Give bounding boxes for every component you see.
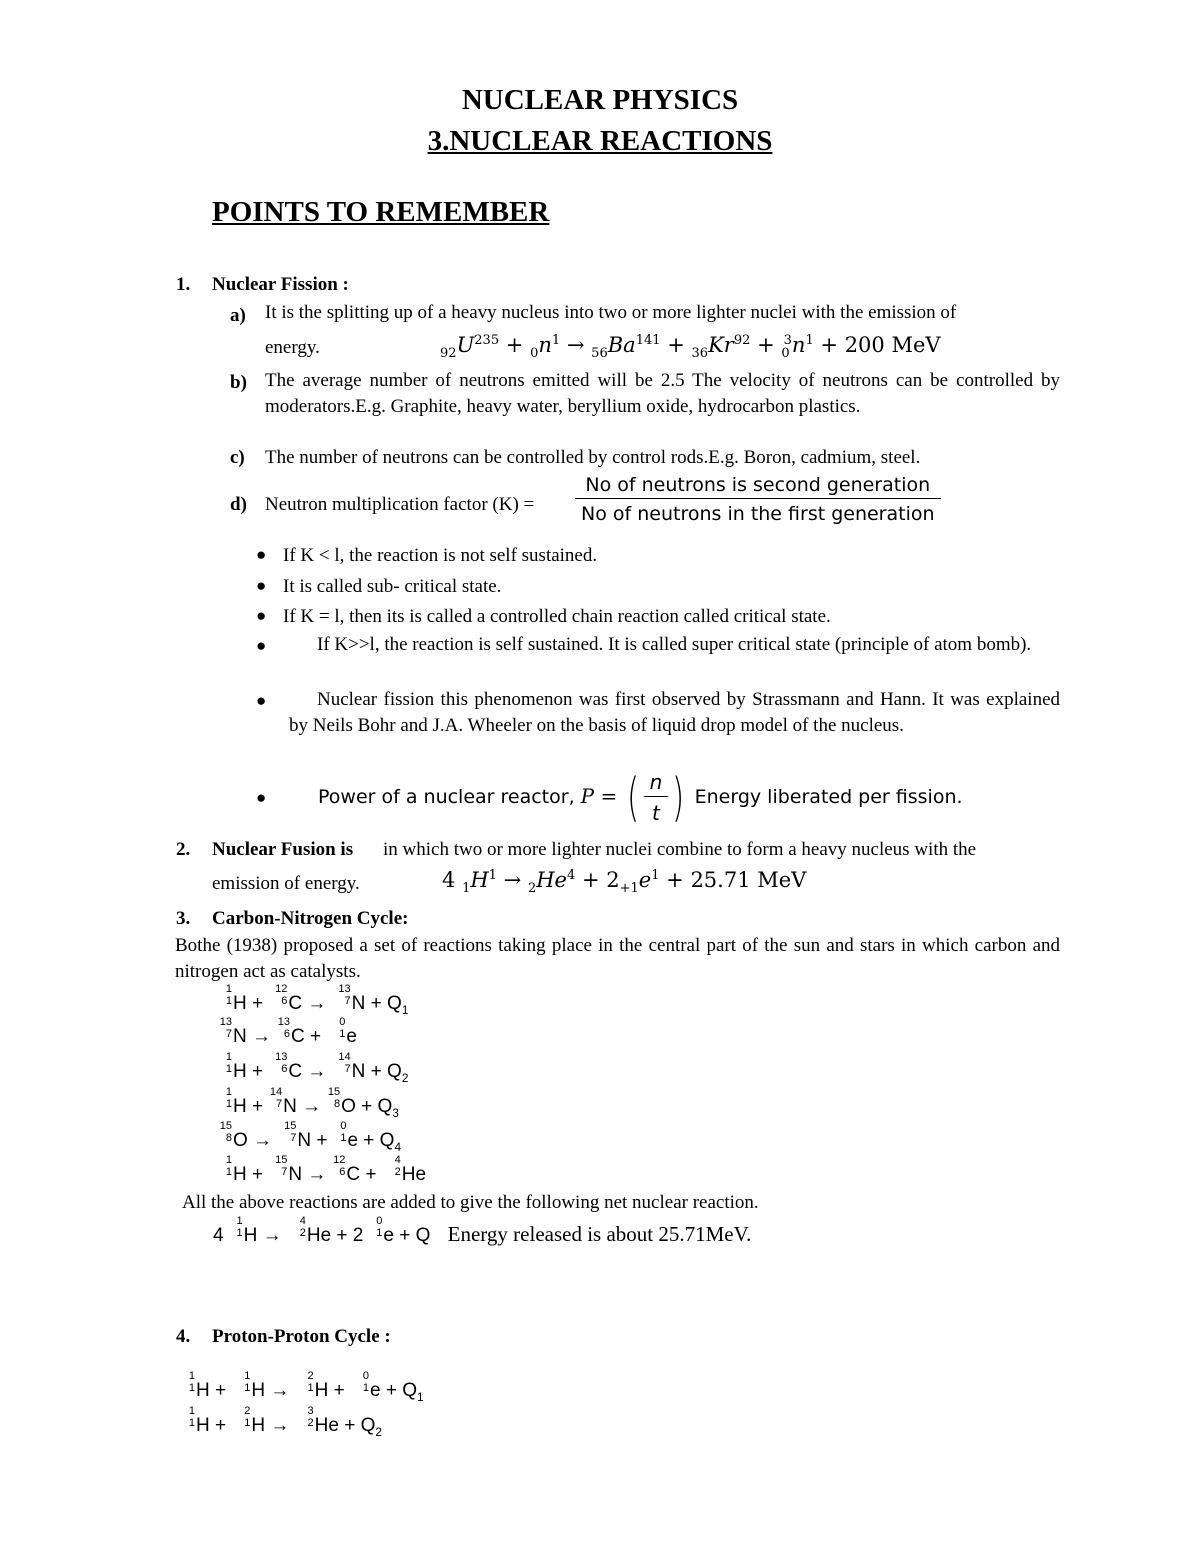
- fraction-numerator: No of neutrons is second generation: [575, 474, 941, 499]
- cno-heading: Carbon-Nitrogen Cycle:: [212, 908, 409, 929]
- cno-reaction: 1 1 H + 12 6 C → 13 7 $N + Q_1$: [225, 982, 409, 1017]
- fission-d-label: d): [230, 494, 247, 515]
- net-energy: Energy released is about 25.71MeV.: [447, 1222, 752, 1246]
- fission-b-label: b): [230, 372, 247, 393]
- bullet-icon: ●: [256, 788, 267, 807]
- bullet-item: If K>>l, the reaction is self sustained. It is called super critical state (principle of atom bomb).: [317, 634, 1032, 655]
- page-subtitle: 3.NUCLEAR REACTIONS: [427, 125, 773, 157]
- fission-equation: $_{92}U^{235} + _0n^1 \to _{56}Ba^{141} + _{36}Kr^{92} + _0^3n^1 + 200$ MeV: [440, 333, 941, 362]
- power-text: Power of a nuclear reactor,: [318, 786, 575, 808]
- power-denominator: t: [652, 801, 660, 825]
- bullet-icon: ●: [256, 606, 267, 625]
- cno-net-text: All the above reactions are added to give the following net nuclear reaction.: [182, 1192, 759, 1213]
- fraction-denominator: No of neutrons in the first generation: [581, 503, 935, 525]
- left-paren: (: [627, 767, 640, 828]
- bullet-item: Nuclear fission this phenomenon was first observed by Strassmann and Hann. It was explained by Neils Bohr and J.A. Wheeler on the basis of liquid drop model of the nucleus.: [289, 689, 1060, 736]
- bullet-icon: ●: [256, 636, 267, 655]
- page-title: NUCLEAR PHYSICS: [461, 84, 739, 116]
- bullet-item: If K = l, then its is called a controlled chain reaction called critical state.: [283, 606, 831, 627]
- bullet-icon: ●: [256, 576, 267, 595]
- pp-reaction: 1 1 H + 2 1 H → 3 2 $He + Q_2$: [188, 1404, 382, 1439]
- pp-reaction: 1 1 H + 1 1 H → 2 1 H + 0 1 $e + Q_1$: [188, 1369, 424, 1404]
- cno-reaction: 1 1 H + 14 7 N → 15 8 $O + Q_3$: [225, 1085, 399, 1120]
- fission-b-text: The average number of neutrons emitted will be 2.5 The velocity of neutrons can be controlled by moderators.E.g. Graphite, heavy water, beryllium oxide, hydrocarbon plastics.: [265, 370, 1060, 417]
- bullet-icon: ●: [256, 545, 267, 564]
- bullet-item: If K < l, the reaction is not self sustained.: [283, 545, 598, 566]
- fission-a-label: a): [230, 305, 246, 326]
- pp-number: 4.: [176, 1326, 191, 1347]
- fusion-text2: emission of energy.: [212, 873, 360, 894]
- fission-c-text: The number of neutrons can be controlled by control rods.E.g. Boron, cadmium, steel.: [265, 447, 921, 468]
- bullet-icon: ●: [256, 691, 267, 710]
- section-heading: POINTS TO REMEMBER: [212, 196, 550, 228]
- cno-text: Bothe (1938) proposed a set of reactions taking place in the central part of the sun and stars in which carbon and nitrogen act as catalysts.: [175, 935, 1060, 982]
- fission-c-label: c): [230, 447, 245, 468]
- fission-a-text2: energy.: [265, 337, 320, 358]
- power-lhs: P =: [580, 784, 618, 808]
- fusion-number: 2.: [176, 839, 191, 860]
- fission-d-text: Neutron multiplication factor (K) =: [265, 494, 535, 515]
- fusion-heading: Nuclear Fusion is: [212, 839, 354, 860]
- bullet-item: It is called sub- critical state.: [283, 576, 502, 597]
- fission-number: 1.: [176, 274, 191, 295]
- power-numerator: n: [644, 770, 669, 797]
- pp-heading: Proton-Proton Cycle :: [212, 1326, 391, 1347]
- fusion-equation: 4 $_1H^1 \to _2He^4 + 2_{+1}e^1 + 25.71$ MeV: [442, 868, 807, 897]
- cno-reaction: 1 1 H + 13 6 C → 14 7 $N + Q_2$: [225, 1050, 409, 1085]
- cno-reaction: 13 7 N → 13 6 C + 0 1 e: [219, 1015, 357, 1047]
- cno-number: 3.: [176, 908, 191, 929]
- cno-reaction: 1 1 H + 15 7 N → 12 6 C + 4 2 He: [225, 1153, 427, 1185]
- power-tail: Energy liberated per fission.: [694, 786, 963, 808]
- cno-net-equation: 4 1 1 H → 4 2 He + 2 0 1 e + Q Energy released is about 25.71MeV.: [213, 1214, 752, 1246]
- fission-heading: Nuclear Fission :: [212, 274, 349, 295]
- cno-reaction: 15 8 O → 15 7 N + 0 1 $e + Q_4$: [219, 1119, 401, 1154]
- multiplication-factor-fraction: [575, 474, 941, 525]
- right-paren: ): [672, 767, 685, 828]
- fission-a-text: It is the splitting up of a heavy nucleus into two or more lighter nuclei with the emission of: [265, 302, 957, 323]
- reactor-power-formula: [318, 767, 963, 828]
- fusion-text: in which two or more lighter nuclei combine to form a heavy nucleus with the: [383, 839, 977, 860]
